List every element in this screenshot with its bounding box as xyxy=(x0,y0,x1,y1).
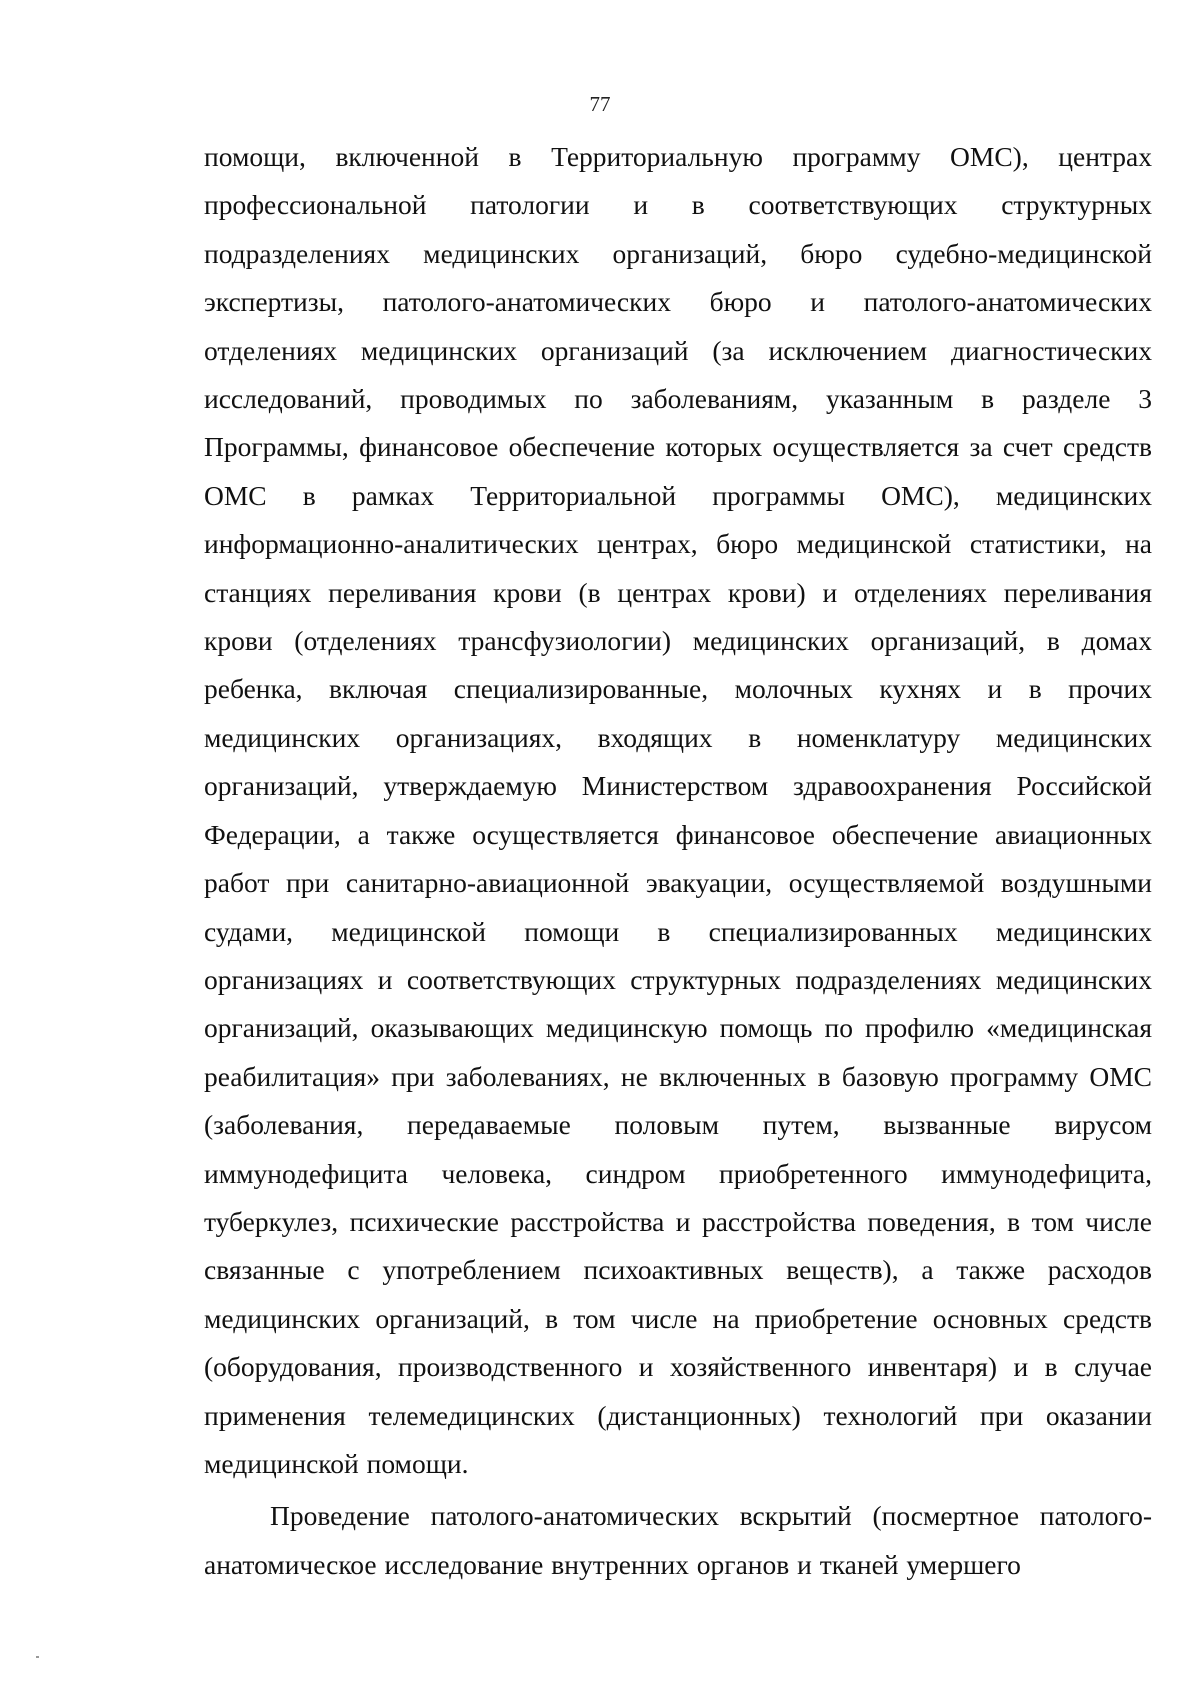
scan-artifact xyxy=(36,1656,39,1658)
body-text xyxy=(204,133,1152,1589)
paragraph-continuation: помощи, включенной в Территориальную программу ОМС), центрах профессиональной патологии и в соответствующих структурных подразделениях медицинских организаций, бюро судебно-медицинской экспертизы, патолого-анатомических бюро и патолого-анатомических отделениях медицинских организаций (за исключением диагностических исследований, проводимых по заболеваниям, указанным в разделе 3 Программы, финансовое обеспечение которых осуществляется за счет средств ОМС в рамках Территориальной программы ОМС), медицинских информационно-аналитических центрах, бюро медицинской статистики, на станциях переливания крови (в центрах крови) и отделениях переливания крови (отделениях трансфузиологии) медицинских организаций, в домах ребенка, включая специализированные, молочных кухнях и в прочих медицинских организациях, входящих в номенклатуру медицинских организаций, утверждаемую Министерством здравоохранения Российской Федерации, а также осуществляется финансовое обеспечение авиационных работ при санитарно-авиационной эвакуации, осуществляемой воздушными судами, медицинской помощи в специализированных медицинских организациях и соответствующих структурных подразделениях медицинских организаций, оказывающих медицинскую помощь по профилю «медицинская реабилитация» при заболеваниях, не включенных в базовую программу ОМС (заболевания, передаваемые половым путем, вызванные вирусом иммунодефицита человека, синдром приобретенного иммунодефицита, туберкулез, психические расстройства и расстройства поведения, в том числе связанные с употреблением психоактивных веществ), а также расходов медицинских организаций, в том числе на приобретение основных средств (оборудования, производственного и хозяйственного инвентаря) и в случае применения телемедицинских (дистанционных) технологий при оказании медицинской помощи. xyxy=(204,141,1152,1479)
page-number: 77 xyxy=(589,92,611,116)
paragraph-autopsy: Проведение патолого-анатомических вскрытий (посмертное патолого-анатомическое исследование внутренних органов и тканей умершего xyxy=(204,1500,1152,1580)
